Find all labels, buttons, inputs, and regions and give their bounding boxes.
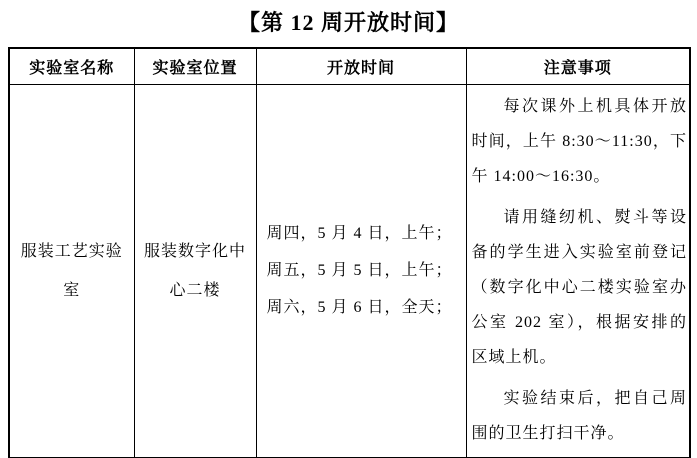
table-header-row: [9, 48, 690, 84]
open-time-line: 周五，5 月 5 日，上午；: [266, 262, 453, 279]
note-paragraph: 每次课外上机具体开放时间，上午 8:30～11:30，下午 14:00～16:30。: [471, 97, 687, 185]
document-page: [0, 8, 697, 458]
note-paragraph: 实验结束后，把自己周围的卫生打扫干净。: [471, 389, 687, 442]
page-title: 【第 12 周开放时间】: [237, 10, 459, 35]
cell-open-times: [256, 84, 466, 458]
open-time-line: 周四，5 月 4 日，上午；: [266, 225, 453, 242]
header-lab-location: 实验室位置: [134, 48, 256, 84]
cell-notes: [466, 84, 690, 458]
open-hours-table: [8, 47, 691, 458]
table-row: [9, 84, 690, 458]
header-open-times: 开放时间: [256, 48, 466, 84]
cell-lab-location: 服装数字化中心二楼: [134, 84, 256, 458]
header-notes: 注意事项: [466, 48, 690, 84]
header-lab-name: 实验室名称: [9, 48, 134, 84]
cell-lab-name: 服装工艺实验室: [9, 84, 134, 458]
open-time-line: 周六，5 月 6 日，全天；: [266, 299, 453, 316]
note-paragraph: 请用缝纫机、熨斗等设备的学生进入实验室前登记（数字化中心二楼实验室办公室 202 室），根据安排的区域上机。: [471, 208, 687, 366]
